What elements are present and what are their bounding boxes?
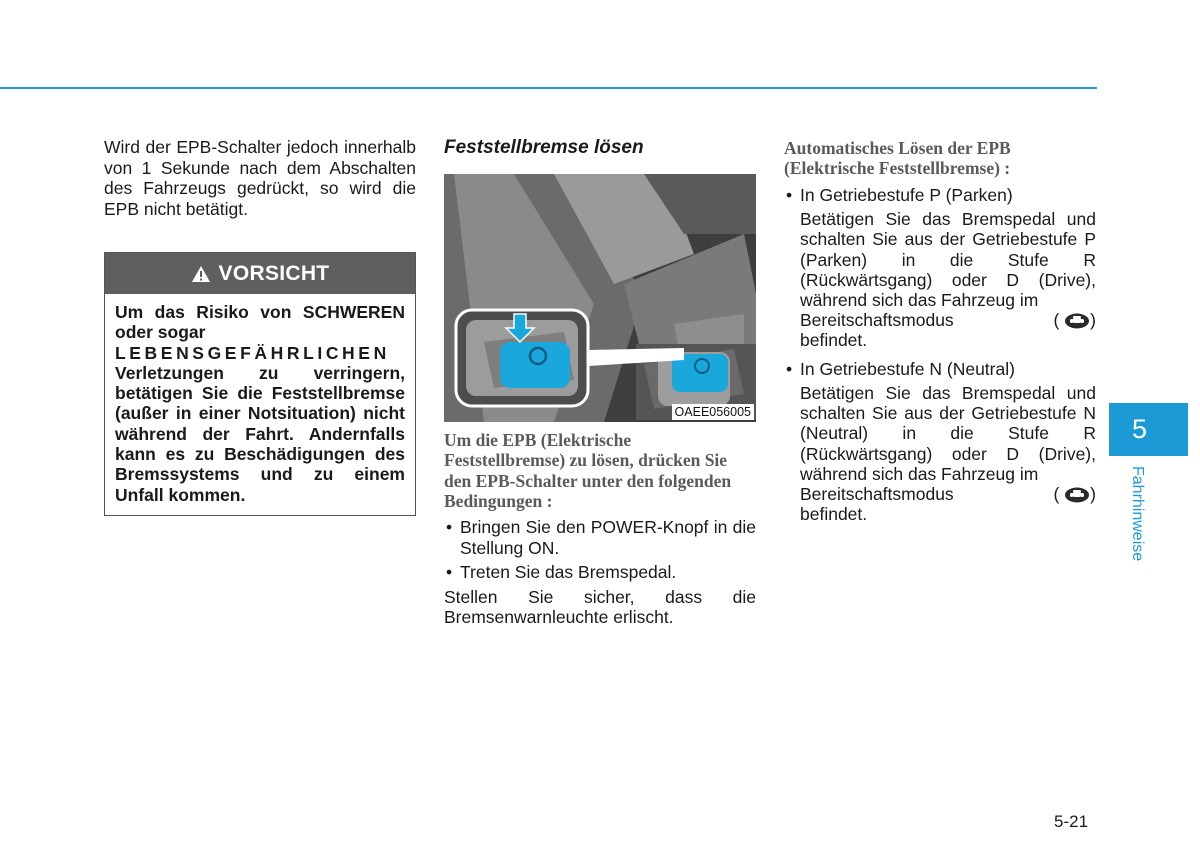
release-closing: Stellen Sie sicher, dass die Bremsenwarnleuchte erlischt. [444, 586, 756, 628]
auto-release-p-end: befindet. [800, 330, 868, 351]
chapter-number-tab: 5 [1109, 403, 1188, 456]
right-column [784, 137, 1096, 524]
ready-mode-line [800, 484, 1096, 504]
left-column [104, 137, 416, 516]
warning-icon [191, 265, 211, 283]
release-conditions [444, 517, 756, 583]
middle-column [444, 137, 756, 628]
figure-code: OAEE056005 [672, 404, 754, 420]
caution-text [105, 294, 415, 515]
auto-release-title: Automatisches Lösen der EPB (Elektrische Feststellbremse) : [784, 138, 1011, 179]
caution-line-1: Um das Risiko von SCHWEREN oder sogar [115, 302, 405, 343]
auto-release-p-body: Betätigen Sie das Bremspedal und schalten Sie aus der Getriebestufe P (Parken) in die Stufe R (Rückwärtsgang) oder D (Drive), während sich das Fahrzeug im [800, 209, 1096, 310]
top-rule [0, 87, 1097, 89]
ready-mode-label: Bereitschaftsmodus [800, 484, 954, 505]
ready-mode-label: Bereitschaftsmodus [800, 310, 954, 331]
section-title-release: Feststellbremse lösen [444, 137, 644, 158]
caution-box [104, 252, 416, 516]
intro-paragraph: Wird der EPB-Schalter jedoch innerhalb von 1 Sekunde nach dem Abschalten des Fahrzeugs gedrückt, so wird die EPB nicht betätigt. [104, 137, 416, 219]
epb-illustration [444, 174, 756, 422]
auto-release-n-body: Betätigen Sie das Bremspedal und schalten Sie aus der Getriebestufe N (Neutral) in die Stufe R (Rückwärtsgang) oder D (Drive), während sich das Fahrzeug im [800, 383, 1096, 484]
list-item: • Bringen Sie den POWER-Knopf in die Stellung ON. [444, 517, 756, 558]
caution-line-3: Verletzungen zu verringern, betätigen Sie die Feststellbremse (außer in einer Notsituation) nicht während der Fahrt. Andernfalls kann es zu Beschädigungen des Bremssystems und zu einem Unfall kommen. [115, 362, 405, 505]
auto-release-list-2 [784, 359, 1096, 380]
epb-figure [444, 174, 756, 422]
chapter-label: Fahrhinweise [1129, 466, 1146, 562]
auto-release-p-text [784, 209, 1096, 350]
list-item: • In Getriebestufe P (Parken) [784, 185, 1096, 206]
ready-mode-symbol: ( ) [1053, 310, 1096, 331]
ready-mode-symbol: ( ) [1053, 484, 1096, 505]
ready-car-icon [1064, 313, 1090, 329]
ready-car-icon [1064, 487, 1090, 503]
release-intro: Um die EPB (Elektrische Feststellbremse) zu lösen, drücken Sie den EPB-Schalter unter den folgenden Bedingungen : [444, 430, 732, 511]
auto-release-list [784, 185, 1096, 206]
auto-release-n-text [784, 383, 1096, 524]
list-item: • Treten Sie das Bremspedal. [444, 562, 756, 583]
page-number: 5-21 [1054, 812, 1089, 831]
caution-line-2: LEBENSGEFÄHRLICHEN [115, 342, 390, 363]
list-item: • In Getriebestufe N (Neutral) [784, 359, 1096, 380]
auto-release-n-end: befindet. [800, 504, 868, 525]
caution-header [105, 253, 415, 294]
ready-mode-line [800, 310, 1096, 330]
caution-title: VORSICHT [218, 261, 330, 285]
